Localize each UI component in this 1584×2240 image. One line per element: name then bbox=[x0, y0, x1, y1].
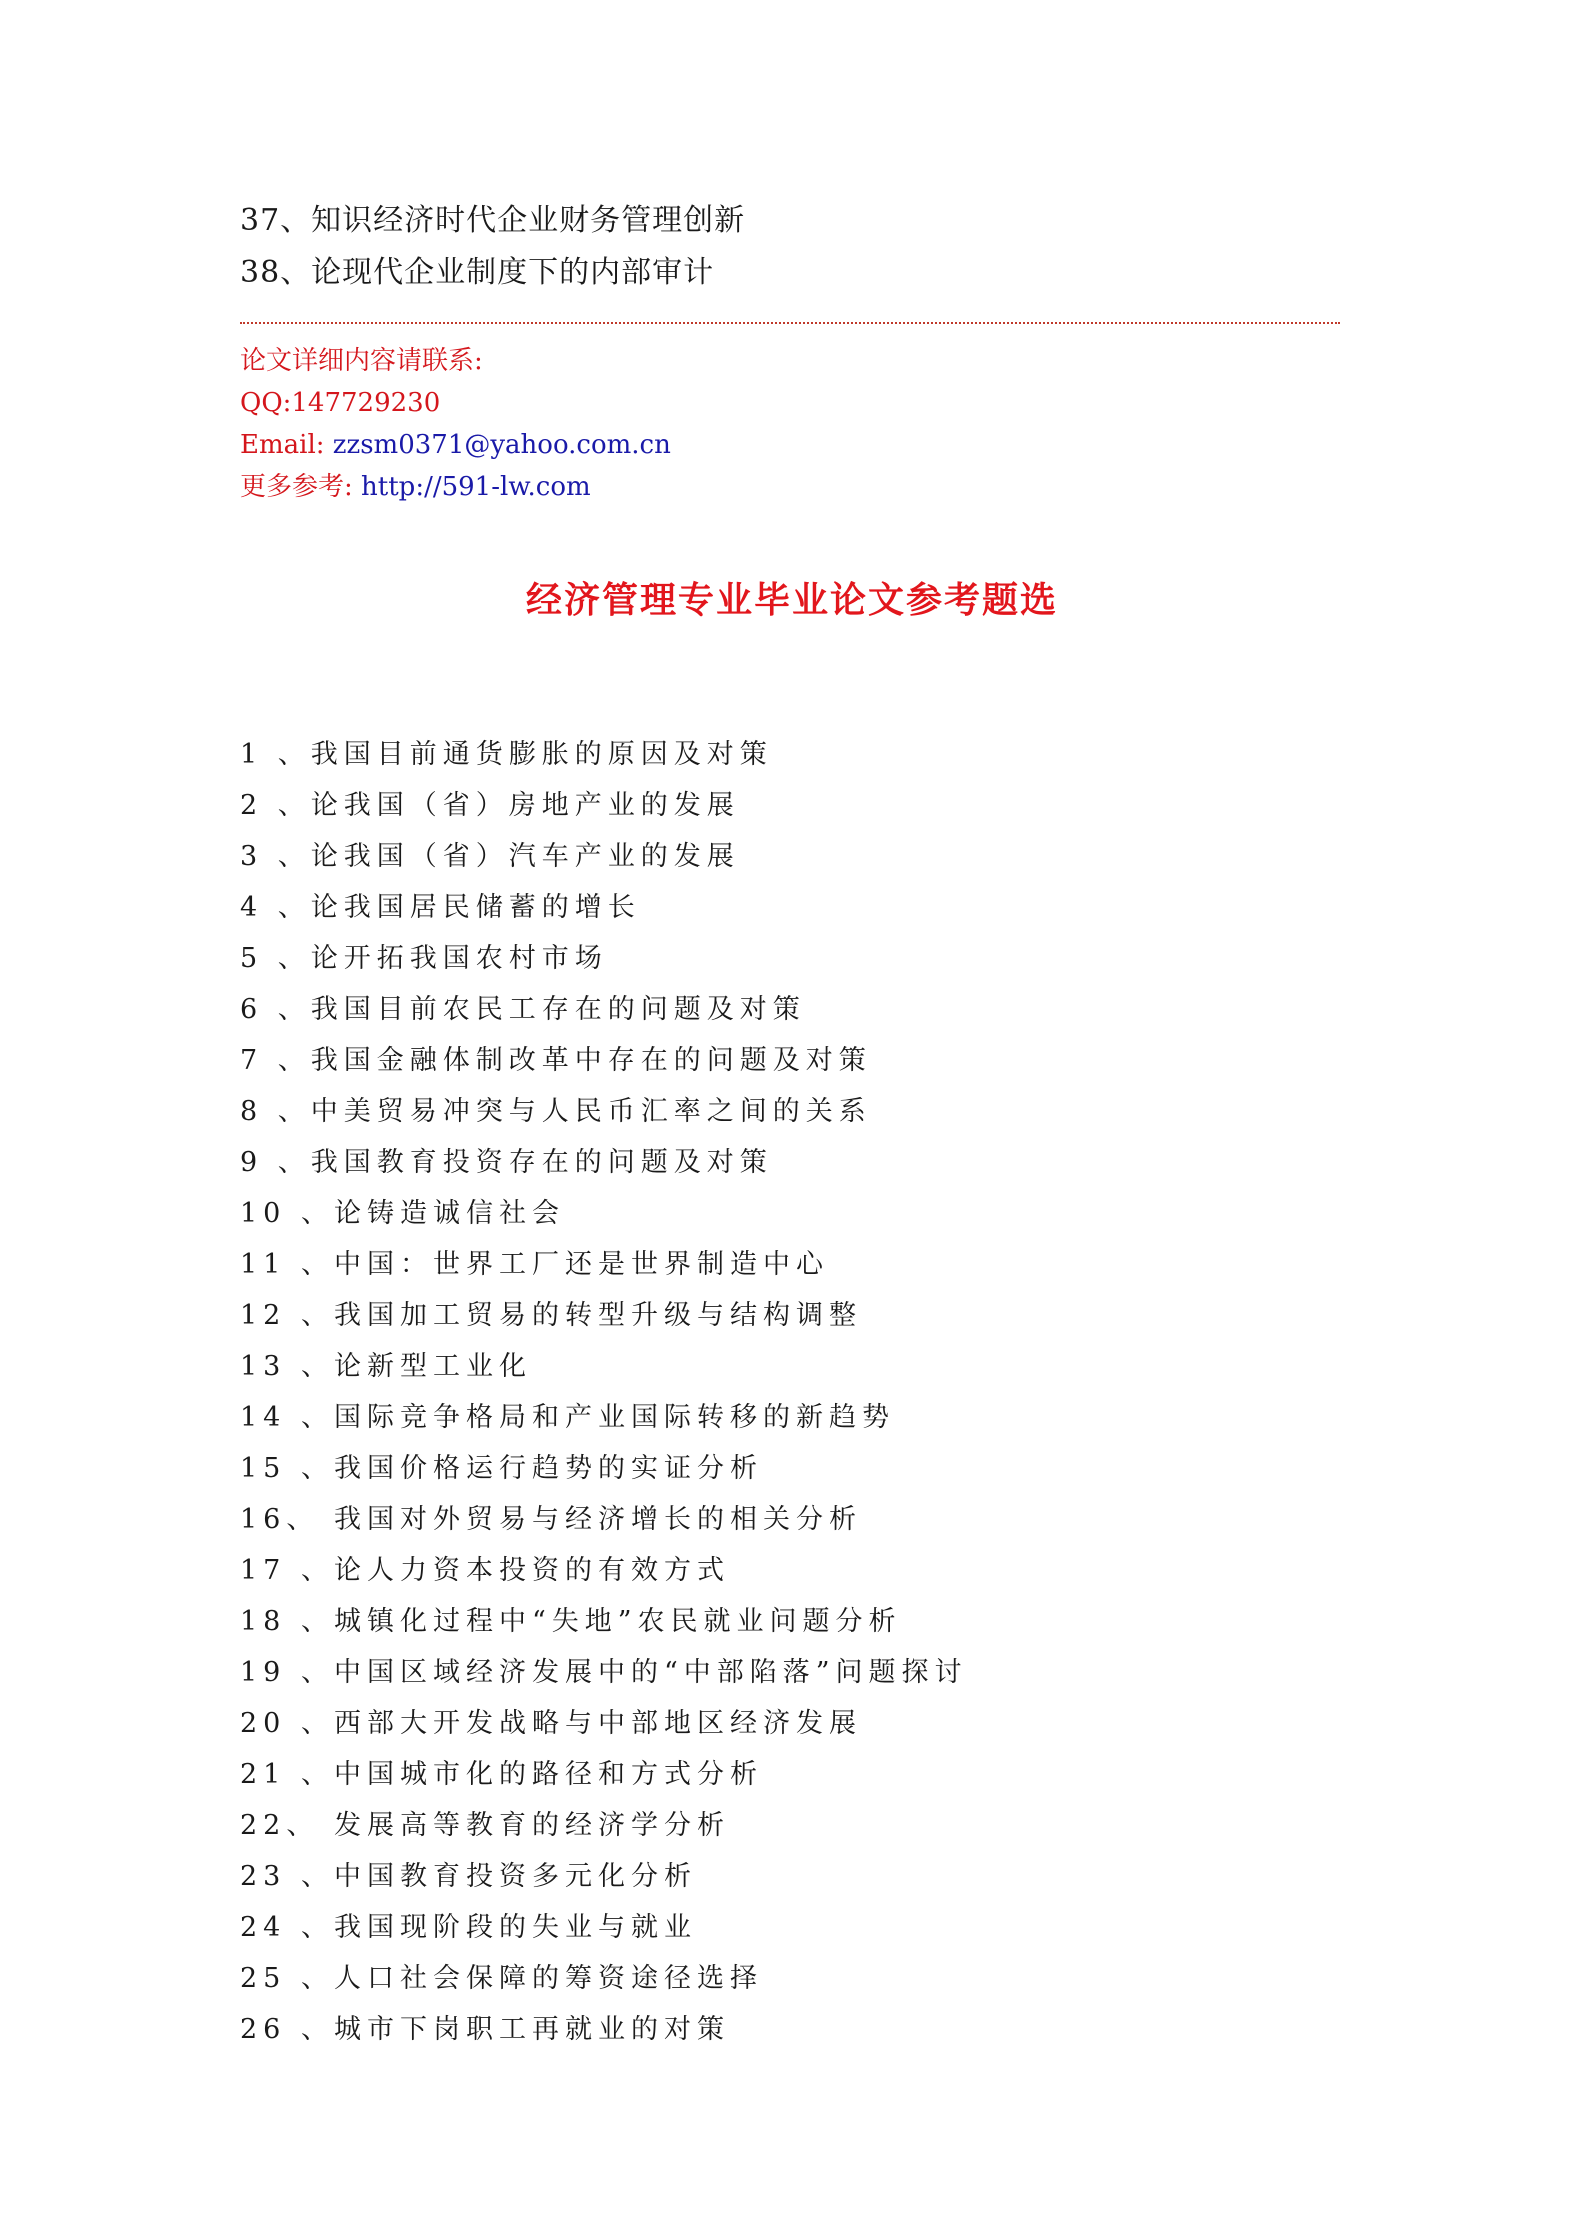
list-item: 4 、论我国居民储蓄的增长 bbox=[240, 892, 641, 923]
list-item: 1 、我国目前通货膨胀的原因及对策 bbox=[240, 739, 773, 770]
list-item: 18 、城镇化过程中“失地”农民就业问题分析 bbox=[240, 1606, 902, 1637]
section-title: 经济管理专业毕业论文参考题选 bbox=[525, 580, 1058, 621]
list-item: 17 、论人力资本投资的有效方式 bbox=[240, 1555, 730, 1586]
website-link[interactable]: http://591-lw.com bbox=[361, 472, 591, 502]
list-item: 8 、中美贸易冲突与人民币汇率之间的关系 bbox=[240, 1096, 872, 1127]
list-item: 24 、我国现阶段的失业与就业 bbox=[240, 1912, 697, 1943]
list-item: 2 、论我国（省）房地产业的发展 bbox=[240, 790, 740, 821]
list-item: 16、 我国对外贸易与经济增长的相关分析 bbox=[240, 1504, 862, 1535]
email-link[interactable]: zzsm0371@yahoo.com.cn bbox=[332, 430, 671, 460]
list-item: 20 、西部大开发战略与中部地区经济发展 bbox=[240, 1708, 862, 1739]
list-item: 12 、我国加工贸易的转型升级与结构调整 bbox=[240, 1300, 862, 1331]
contact-qq: QQ:147729230 bbox=[240, 388, 441, 418]
list-item: 9 、我国教育投资存在的问题及对策 bbox=[240, 1147, 773, 1178]
dotted-divider bbox=[240, 322, 1340, 324]
contact-email-line bbox=[240, 424, 671, 466]
list-item: 37、知识经济时代企业财务管理创新 bbox=[240, 203, 746, 238]
list-item: 21 、中国城市化的路径和方式分析 bbox=[240, 1759, 763, 1790]
continued-topic-list bbox=[240, 195, 745, 299]
more-label: 更多参考: bbox=[240, 472, 362, 502]
list-item: 10 、论铸造诚信社会 bbox=[240, 1198, 565, 1229]
list-item: 22、 发展高等教育的经济学分析 bbox=[240, 1810, 730, 1841]
list-item: 15 、我国价格运行趋势的实证分析 bbox=[240, 1453, 763, 1484]
list-item: 5 、论开拓我国农村市场 bbox=[240, 943, 608, 974]
contact-heading: 论文详细内容请联系: bbox=[240, 346, 483, 376]
list-item: 14 、国际竞争格局和产业国际转移的新趋势 bbox=[240, 1402, 895, 1433]
list-item: 25 、人口社会保障的筹资途径选择 bbox=[240, 1963, 763, 1994]
list-item: 13 、论新型工业化 bbox=[240, 1351, 532, 1382]
topic-list bbox=[240, 729, 968, 2055]
list-item: 7 、我国金融体制改革中存在的问题及对策 bbox=[240, 1045, 872, 1076]
contact-more-line bbox=[240, 466, 671, 508]
list-item: 11 、中国：世界工厂还是世界制造中心 bbox=[240, 1249, 829, 1280]
list-item: 26 、城市下岗职工再就业的对策 bbox=[240, 2014, 730, 2045]
list-item: 3 、论我国（省）汽车产业的发展 bbox=[240, 841, 740, 872]
contact-block bbox=[240, 340, 671, 508]
list-item: 19 、中国区域经济发展中的“中部陷落”问题探讨 bbox=[240, 1657, 968, 1688]
list-item: 6 、我国目前农民工存在的问题及对策 bbox=[240, 994, 806, 1025]
list-item: 23 、中国教育投资多元化分析 bbox=[240, 1861, 697, 1892]
list-item: 38、论现代企业制度下的内部审计 bbox=[240, 255, 715, 290]
email-label: Email: bbox=[240, 430, 333, 460]
